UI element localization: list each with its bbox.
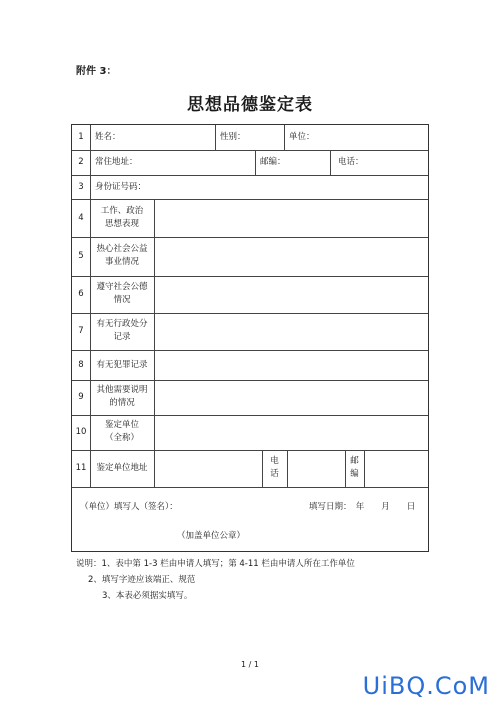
label-line: （全称） (104, 433, 139, 443)
row-divider (72, 350, 428, 351)
criminal-record-label: 有无犯罪记录 (96, 360, 148, 370)
row-divider (72, 150, 428, 151)
column-divider (154, 199, 155, 487)
fill-date-label: 填写日期： 年 月 日 (309, 502, 416, 512)
unit-field-label: 单位： (289, 132, 315, 142)
postcode-field-label: 邮编： (260, 157, 286, 167)
label-line: 工作、政治 (100, 206, 144, 216)
label-line: 记录 (113, 332, 131, 342)
instructions (76, 556, 355, 604)
label-line: 鉴定单位 (104, 420, 139, 430)
appraisal-unit-label (90, 419, 154, 445)
label-line: 话 (270, 469, 279, 479)
address-field-label: 常住地址： (95, 157, 138, 167)
row-number: 8 (78, 360, 84, 370)
row-divider (72, 199, 428, 200)
appraisal-unit-address-label: 鉴定单位地址 (96, 463, 148, 473)
row-number: 4 (78, 213, 84, 223)
column-divider (255, 150, 256, 175)
work-political-label (90, 205, 154, 231)
column-divider (364, 450, 365, 487)
note-line: 2、填写字迹应该端正、规范 (88, 575, 196, 585)
label-line: 其他需要说明 (96, 385, 148, 395)
column-divider (330, 150, 331, 175)
row-divider (72, 487, 428, 488)
unit-seal-label: （加盖单位公章） (177, 531, 246, 541)
label-line: 电 (270, 456, 279, 466)
label-line: 遵守社会公德 (96, 282, 148, 292)
appraisal-form-table (71, 124, 429, 552)
row-number: 9 (78, 392, 84, 402)
postcode-label (345, 455, 364, 481)
label-line: 的情况 (109, 398, 135, 408)
name-field-label: 姓名： (95, 132, 121, 142)
note-line: 3、本表必须据实填写。 (102, 591, 193, 601)
form-title: 思想品德鉴定表 (187, 95, 313, 115)
row-number: 6 (78, 289, 84, 299)
public-welfare-label (90, 243, 154, 269)
row-number: 7 (78, 326, 84, 336)
label-line: 情况 (113, 295, 131, 305)
label-line: 编 (350, 469, 359, 479)
label-line: 邮 (350, 456, 359, 466)
gender-field-label: 性别： (220, 132, 246, 142)
attachment-label: 附件 3： (76, 66, 117, 77)
phone-label (262, 455, 287, 481)
social-ethics-label (90, 281, 154, 307)
column-divider (284, 125, 285, 150)
filler-signature-label: （单位）填写人（签名）： (80, 502, 178, 512)
row-divider (72, 415, 428, 416)
other-notes-label (90, 384, 154, 410)
column-divider (287, 450, 288, 487)
row-number: 3 (78, 182, 84, 192)
label-line: 热心社会公益 (96, 244, 148, 254)
row-divider (72, 237, 428, 238)
label-line: 事业情况 (104, 257, 139, 267)
row-divider (72, 175, 428, 176)
administrative-penalty-label (90, 318, 154, 344)
page-number: 1 / 1 (241, 660, 259, 669)
row-number: 11 (75, 463, 87, 473)
label-line: 思想表现 (104, 219, 139, 229)
row-divider (72, 313, 428, 314)
row-divider (72, 450, 428, 451)
row-divider (72, 276, 428, 277)
phone-field-label: 电话： (338, 157, 364, 167)
label-line: 有无行政处分 (96, 319, 148, 329)
row-number: 2 (78, 157, 84, 167)
row-divider (72, 380, 428, 381)
id-number-field-label: 身份证号码： (95, 182, 147, 192)
row-number: 1 (78, 132, 84, 142)
row-number: 5 (78, 251, 84, 261)
column-divider (215, 125, 216, 150)
row-number: 10 (75, 427, 87, 437)
note-line: 说明：1、表中第 1-3 栏由申请人填写；第 4-11 栏由申请人所在工作单位 (76, 559, 355, 569)
site-watermark: UiBQ.CoM (362, 672, 490, 700)
